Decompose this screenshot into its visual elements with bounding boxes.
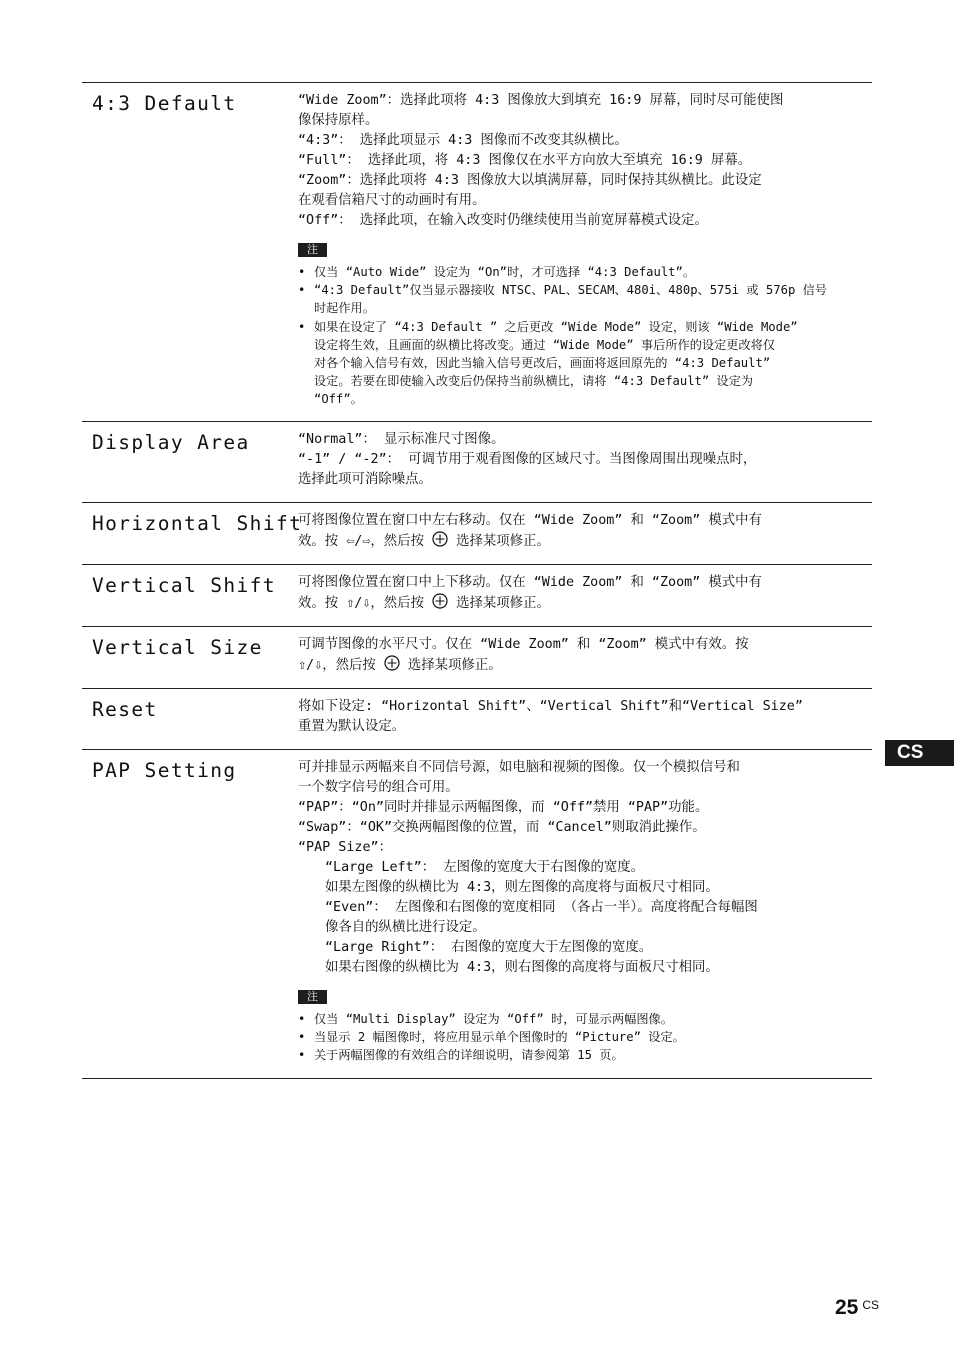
- row-heading: Display Area: [92, 430, 250, 454]
- left-right-arrow-icon: ⇦/⇨: [346, 533, 371, 549]
- text-fragment: 效。按: [298, 533, 347, 549]
- text-line: [298, 531, 872, 552]
- note-badge: 注: [298, 990, 327, 1004]
- text-line: [298, 593, 872, 614]
- row-heading: Horizontal Shift: [92, 511, 303, 535]
- text-fragment: ，然后按: [370, 533, 433, 549]
- text-line-indented: “Large Right”： 右图像的宽度大于左图像的宽度。: [325, 939, 653, 955]
- text-line-indented: 如果左图像的纵横比为 4:3，则左图像的高度将与面板尺寸相同。: [325, 879, 719, 895]
- bullet-icon: •: [298, 1011, 306, 1026]
- note-line: “4:3 Default”仅当显示器接收 NTSC、PAL、SECAM、480i、480p、575i 或 576p 信号: [314, 283, 827, 298]
- row-vertical-size: [82, 627, 872, 689]
- text-line-indented: “Large Left”： 左图像的宽度大于右图像的宽度。: [325, 859, 645, 875]
- note-line: 设定。若要在即使输入改变后仍保持当前纵横比，请将 “4:3 Default” 设定为: [314, 374, 754, 389]
- text-line-indented: 像各自的纵横比进行设定。: [325, 919, 486, 935]
- note-line: “Off”。: [314, 392, 363, 407]
- text-line: “-1” / “-2”： 可调节用于观看图像的区域尺寸。当图像周围出现噪点时，: [298, 451, 757, 467]
- row-description: [289, 758, 872, 1065]
- note-line: 时起作用。: [314, 301, 375, 316]
- text-fragment: ，然后按: [370, 595, 433, 611]
- note-line: 关于两幅图像的有效组合的详细说明，请参阅第 15 页。: [314, 1048, 624, 1063]
- text-line: 可调节图像的水平尺寸。仅在 “Wide Zoom” 和 “Zoom” 模式中有效。按: [298, 636, 749, 652]
- row-horizontal-shift: [82, 503, 872, 565]
- text-line: 像保持原样。: [298, 113, 379, 128]
- enter-button-icon: [432, 531, 448, 547]
- bullet-icon: •: [298, 283, 306, 298]
- text-line: 可将图像位置在窗口中上下移动。仅在 “Wide Zoom” 和 “Zoom” 模式中有: [298, 574, 762, 590]
- text-line: 选择此项可消除噪点。: [298, 471, 432, 487]
- text-line: “Off”： 选择此项，在输入改变时仍继续使用当前宽屏幕模式设定。: [298, 213, 708, 228]
- note-item: [298, 1010, 872, 1028]
- text-line: 将如下设定: “Horizontal Shift”、“Vertical Shift”和“Vertical Size”: [298, 698, 803, 714]
- row-43-default: [82, 83, 872, 422]
- text-fragment: 选择某项修正。: [448, 533, 550, 549]
- row-heading: Vertical Size: [92, 635, 263, 659]
- text-line: 可将图像位置在窗口中左右移动。仅在 “Wide Zoom” 和 “Zoom” 模式中有: [298, 512, 762, 528]
- text-fragment: ，然后按: [322, 657, 384, 673]
- row-description: [289, 511, 872, 552]
- row-description: [289, 91, 872, 409]
- row-pap-setting: [82, 750, 872, 1080]
- row-reset: [82, 689, 872, 750]
- enter-button-icon: [432, 593, 448, 609]
- language-side-tab: CS: [885, 740, 954, 766]
- text-line: 重置为默认设定。: [298, 718, 406, 734]
- note-item: [298, 318, 872, 409]
- up-down-arrow-icon: ⇧/⇩: [298, 657, 323, 673]
- text-line: “Wide Zoom”：选择此项将 4:3 图像放大到填充 16:9 屏幕，同时尽可能使图: [298, 93, 784, 108]
- row-description: [289, 573, 872, 614]
- text-line-indented: 如果右图像的纵横比为 4:3，则右图像的高度将与面板尺寸相同。: [325, 959, 719, 975]
- text-fragment: 选择某项修正。: [399, 657, 502, 673]
- page-number-value: 25: [835, 1296, 859, 1319]
- note-item: [298, 263, 872, 281]
- settings-table: [82, 82, 872, 1079]
- row-display-area: [82, 422, 872, 503]
- row-heading: Reset: [92, 697, 158, 721]
- text-line: “Swap”：“OK”交换两幅图像的位置，而 “Cancel”则取消此操作。: [298, 819, 706, 835]
- row-heading: Vertical Shift: [92, 573, 276, 597]
- bullet-icon: •: [298, 1048, 306, 1063]
- bullet-icon: •: [298, 319, 306, 334]
- note-line: 仅当 “Auto Wide” 设定为 “On”时，才可选择 “4:3 Default”。: [314, 265, 696, 279]
- text-line: “4:3”： 选择此项显示 4:3 图像而不改变其纵横比。: [298, 133, 628, 148]
- note-item: [298, 281, 872, 317]
- notes-list: [298, 1010, 872, 1065]
- text-line: “Normal”： 显示标准尺寸图像。: [298, 431, 505, 447]
- text-fragment: 选择某项修正。: [448, 595, 550, 611]
- row-description: [289, 635, 872, 676]
- row-heading: PAP Setting: [92, 758, 237, 782]
- row-vertical-shift: [82, 565, 872, 627]
- text-line: “PAP Size”：: [298, 839, 393, 855]
- note-line: 仅当 “Multi Display” 设定为 “Off” 时，可显示两幅图像。: [314, 1011, 673, 1026]
- text-line: 可并排显示两幅来自不同信号源，如电脑和视频的图像。仅一个模拟信号和: [298, 759, 740, 775]
- text-line: “PAP”：“On”同时并排显示两幅图像，而 “Off”禁用 “PAP”功能。: [298, 799, 709, 815]
- note-item: [298, 1028, 872, 1046]
- bullet-icon: •: [298, 1029, 306, 1044]
- note-item: [298, 1046, 872, 1064]
- text-line: 在观看信箱尺寸的动画时有用。: [298, 193, 486, 208]
- enter-button-icon: [384, 655, 400, 671]
- bullet-icon: •: [298, 265, 306, 279]
- page-number: [835, 1296, 879, 1320]
- text-fragment: 效。按: [298, 595, 347, 611]
- text-line-indented: “Even”： 左图像和右图像的宽度相同 （各占一半）。高度将配合每幅图: [325, 899, 758, 915]
- text-line: 一个数字信号的组合可用。: [298, 779, 459, 795]
- note-line: 如果在设定了 “4:3 Default ” 之后更改 “Wide Mode” 设定，则该 “Wide Mode”: [314, 319, 798, 334]
- page-number-suffix: CS: [862, 1298, 880, 1312]
- row-description: [289, 697, 872, 737]
- note-line: 对各个输入信号有效，因此当输入信号更改后，画面将返回原先的 “4:3 Default”: [314, 356, 771, 371]
- text-line: [298, 655, 872, 676]
- row-heading: 4:3 Default: [92, 92, 237, 115]
- text-line: “Full”： 选择此项，将 4:3 图像仅在水平方向放大至填充 16:9 屏幕。: [298, 153, 752, 168]
- notes-list: [298, 263, 872, 409]
- note-badge: 注: [298, 243, 327, 257]
- text-line: “Zoom”：选择此项将 4:3 图像放大以填满屏幕，同时保持其纵横比。此设定: [298, 173, 762, 188]
- row-description: [289, 430, 872, 490]
- up-down-arrow-icon: ⇧/⇩: [346, 595, 371, 611]
- note-line: 当显示 2 幅图像时，将应用显示单个图像时的 “Picture” 设定。: [314, 1029, 685, 1044]
- note-line: 设定将生效，且画面的纵横比将改变。通过 “Wide Mode” 事后所作的设定更改将仅: [314, 337, 776, 352]
